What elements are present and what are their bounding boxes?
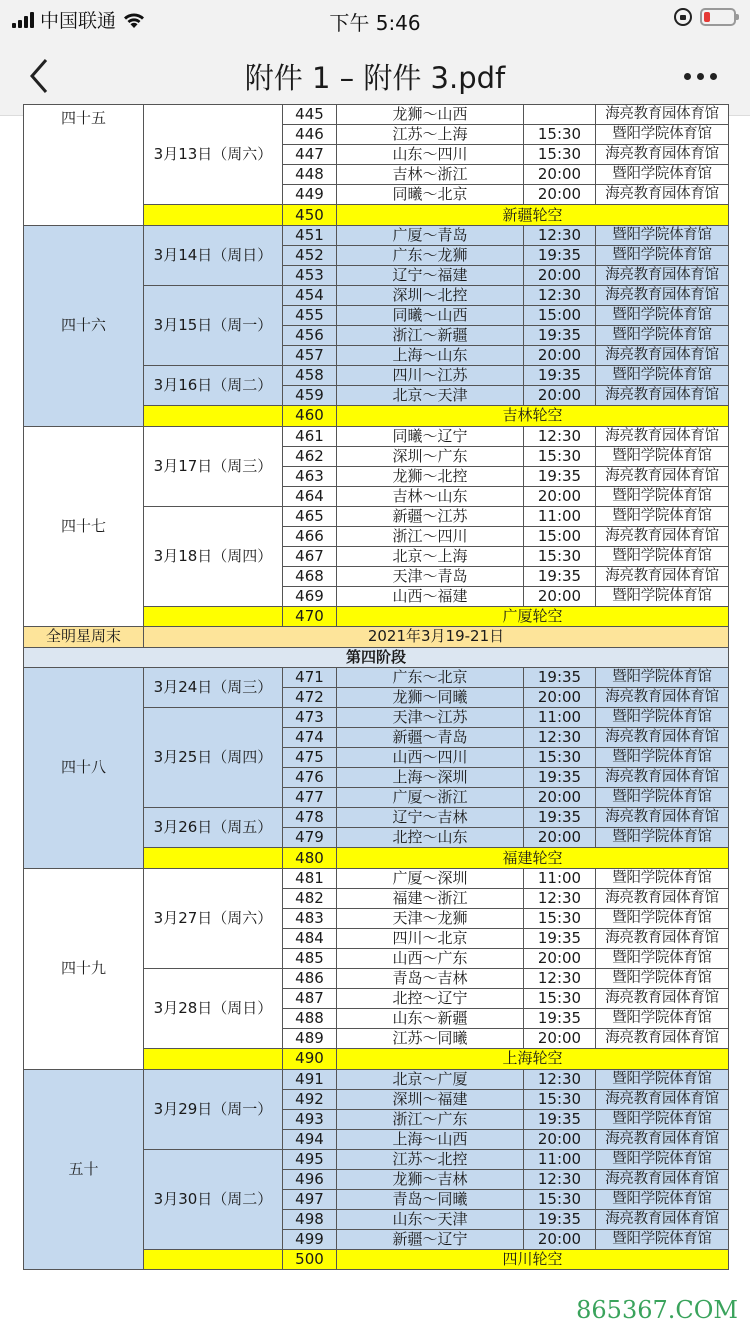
matchup: 北控～山东: [337, 828, 524, 848]
game-time: 15:30: [524, 547, 596, 567]
matchup: 浙江～四川: [337, 526, 524, 546]
game-time: 20:00: [524, 185, 596, 205]
clock: 下午 5:46: [329, 11, 421, 35]
game-number: 458: [283, 366, 337, 386]
venue: 暨阳学院体育馆: [596, 748, 729, 768]
game-number: 474: [283, 727, 337, 747]
venue: 暨阳学院体育馆: [596, 225, 729, 245]
game-time: 19:35: [524, 1009, 596, 1029]
game-time: 20:00: [524, 265, 596, 285]
venue: 暨阳学院体育馆: [596, 486, 729, 506]
date-cell: 3月27日（周六）: [144, 868, 283, 968]
game-time: 12:30: [524, 1169, 596, 1189]
date-cell: 3月28日（周日）: [144, 969, 283, 1049]
game-time: 15:30: [524, 125, 596, 145]
table-row: [24, 1069, 729, 1089]
game-time: 20:00: [524, 1230, 596, 1250]
matchup: 江苏～同曦: [337, 1029, 524, 1049]
table-row: [24, 667, 729, 687]
game-time: 12:30: [524, 285, 596, 305]
date-cell: 3月30日（周二）: [144, 1149, 283, 1249]
matchup: 同曦～山西: [337, 305, 524, 325]
game-number: 464: [283, 486, 337, 506]
game-number: 471: [283, 667, 337, 687]
venue: 海亮教育园体育馆: [596, 727, 729, 747]
matchup: 北控～辽宁: [337, 989, 524, 1009]
matchup: 山西～四川: [337, 748, 524, 768]
matchup: 青岛～同曦: [337, 1190, 524, 1210]
game-time: 19:35: [524, 1210, 596, 1230]
game-time: 20:00: [524, 346, 596, 366]
date-cell: 3月18日（周四）: [144, 506, 283, 606]
game-number: 451: [283, 225, 337, 245]
matchup: 同曦～辽宁: [337, 426, 524, 446]
game-number: 487: [283, 989, 337, 1009]
venue: 暨阳学院体育馆: [596, 868, 729, 888]
table-row: [24, 426, 729, 446]
game-number: 482: [283, 888, 337, 908]
matchup: 北京～天津: [337, 386, 524, 406]
matchup: 山东～新疆: [337, 1009, 524, 1029]
game-time: 11:00: [524, 1149, 596, 1169]
game-time: 15:30: [524, 989, 596, 1009]
matchup: 山东～四川: [337, 145, 524, 165]
matchup: 山西～广东: [337, 948, 524, 968]
venue: 海亮教育园体育馆: [596, 426, 729, 446]
matchup: 吉林～浙江: [337, 165, 524, 185]
venue: 海亮教育园体育馆: [596, 808, 729, 828]
game-number: 489: [283, 1029, 337, 1049]
game-number: 460: [283, 406, 337, 426]
date-cell: 3月14日（周日）: [144, 225, 283, 285]
chevron-left-icon: [24, 54, 54, 98]
status-bar: [0, 0, 750, 40]
venue: 海亮教育园体育馆: [596, 265, 729, 285]
battery-icon: [700, 8, 736, 26]
matchup: 广厦～青岛: [337, 225, 524, 245]
game-time: 19:35: [524, 366, 596, 386]
table-row: [24, 105, 729, 125]
game-time: 15:00: [524, 526, 596, 546]
matchup: 广东～北京: [337, 667, 524, 687]
game-number: 480: [283, 848, 337, 868]
game-number: 479: [283, 828, 337, 848]
matchup: 福建～浙江: [337, 888, 524, 908]
round-cell: 五十: [24, 1069, 144, 1270]
game-number: 483: [283, 908, 337, 928]
game-number: 454: [283, 285, 337, 305]
matchup: 江苏～北控: [337, 1149, 524, 1169]
game-time: 19:35: [524, 667, 596, 687]
game-number: 500: [283, 1250, 337, 1270]
matchup: 山西～福建: [337, 587, 524, 607]
game-time: 12:30: [524, 888, 596, 908]
venue: 暨阳学院体育馆: [596, 828, 729, 848]
venue: 暨阳学院体育馆: [596, 1109, 729, 1129]
venue: 暨阳学院体育馆: [596, 1190, 729, 1210]
game-number: 465: [283, 506, 337, 526]
game-time: 11:00: [524, 868, 596, 888]
game-time: [524, 105, 596, 125]
venue: 海亮教育园体育馆: [596, 928, 729, 948]
game-number: 485: [283, 948, 337, 968]
bye-spacer: [144, 406, 283, 426]
venue: 暨阳学院体育馆: [596, 908, 729, 928]
matchup: 青岛～吉林: [337, 969, 524, 989]
venue: 海亮教育园体育馆: [596, 1029, 729, 1049]
game-time: 15:30: [524, 145, 596, 165]
round-cell: 四十七: [24, 426, 144, 627]
game-number: 493: [283, 1109, 337, 1129]
venue: 海亮教育园体育馆: [596, 466, 729, 486]
game-time: 20:00: [524, 948, 596, 968]
game-time: 19:35: [524, 326, 596, 346]
bye-spacer: [144, 1250, 283, 1270]
game-number: 462: [283, 446, 337, 466]
game-time: 20:00: [524, 587, 596, 607]
matchup: 江苏～上海: [337, 125, 524, 145]
venue: 海亮教育园体育馆: [596, 386, 729, 406]
game-number: 459: [283, 386, 337, 406]
game-time: 19:35: [524, 1109, 596, 1129]
game-time: 15:30: [524, 908, 596, 928]
game-number: 446: [283, 125, 337, 145]
wifi-icon: [122, 11, 146, 29]
game-number: 449: [283, 185, 337, 205]
matchup: 龙狮～北控: [337, 466, 524, 486]
matchup: 龙狮～吉林: [337, 1169, 524, 1189]
venue: 暨阳学院体育馆: [596, 1069, 729, 1089]
game-time: 11:00: [524, 506, 596, 526]
game-time: 15:30: [524, 1190, 596, 1210]
matchup: 四川～北京: [337, 928, 524, 948]
game-number: 468: [283, 567, 337, 587]
matchup: 深圳～广东: [337, 446, 524, 466]
venue: 海亮教育园体育馆: [596, 567, 729, 587]
matchup: 广厦～浙江: [337, 788, 524, 808]
more-options-button[interactable]: [684, 66, 728, 86]
matchup: 天津～龙狮: [337, 908, 524, 928]
venue: 暨阳学院体育馆: [596, 1009, 729, 1029]
watermark: 865367.COM: [576, 1296, 738, 1324]
game-time: 20:00: [524, 386, 596, 406]
matchup: 上海～深圳: [337, 768, 524, 788]
game-time: 19:35: [524, 808, 596, 828]
game-time: 12:30: [524, 727, 596, 747]
game-time: 19:35: [524, 567, 596, 587]
matchup: 天津～青岛: [337, 567, 524, 587]
matchup: 浙江～广东: [337, 1109, 524, 1129]
venue: 海亮教育园体育馆: [596, 1089, 729, 1109]
bye-spacer: [144, 205, 283, 225]
game-number: 481: [283, 868, 337, 888]
venue: 海亮教育园体育馆: [596, 1169, 729, 1189]
matchup: 辽宁～福建: [337, 265, 524, 285]
game-number: 452: [283, 245, 337, 265]
game-number: 497: [283, 1190, 337, 1210]
game-time: 12:30: [524, 1069, 596, 1089]
game-number: 476: [283, 768, 337, 788]
date-cell: 3月24日（周三）: [144, 667, 283, 707]
matchup: 龙狮～山西: [337, 105, 524, 125]
game-time: 11:00: [524, 707, 596, 727]
venue: 暨阳学院体育馆: [596, 788, 729, 808]
allstar-dates: 2021年3月19-21日: [144, 627, 729, 647]
game-number: 445: [283, 105, 337, 125]
game-time: 19:35: [524, 928, 596, 948]
venue: 海亮教育园体育馆: [596, 285, 729, 305]
game-time: 20:00: [524, 1029, 596, 1049]
schedule-table: [23, 104, 729, 1270]
venue: 海亮教育园体育馆: [596, 888, 729, 908]
game-time: 20:00: [524, 788, 596, 808]
game-time: 19:35: [524, 245, 596, 265]
venue: 海亮教育园体育馆: [596, 687, 729, 707]
game-time: 15:30: [524, 748, 596, 768]
status-right: [674, 8, 736, 26]
date-cell: 3月16日（周二）: [144, 366, 283, 406]
game-number: 450: [283, 205, 337, 225]
game-time: 12:30: [524, 426, 596, 446]
date-cell: 3月15日（周一）: [144, 285, 283, 365]
game-time: 15:30: [524, 446, 596, 466]
game-number: 495: [283, 1149, 337, 1169]
venue: 暨阳学院体育馆: [596, 446, 729, 466]
game-number: 455: [283, 305, 337, 325]
phase-title: 第四阶段: [24, 647, 729, 667]
game-number: 456: [283, 326, 337, 346]
game-time: 19:35: [524, 768, 596, 788]
game-time: 20:00: [524, 828, 596, 848]
ellipsis-dot: [710, 73, 717, 80]
game-time: 20:00: [524, 165, 596, 185]
venue: 海亮教育园体育馆: [596, 526, 729, 546]
game-number: 478: [283, 808, 337, 828]
game-number: 470: [283, 607, 337, 627]
game-time: 19:35: [524, 466, 596, 486]
table-row: [24, 868, 729, 888]
venue: 海亮教育园体育馆: [596, 768, 729, 788]
game-number: 496: [283, 1169, 337, 1189]
venue: 暨阳学院体育馆: [596, 969, 729, 989]
round-cell: 四十九: [24, 868, 144, 1069]
venue: 暨阳学院体育馆: [596, 1149, 729, 1169]
venue: 暨阳学院体育馆: [596, 326, 729, 346]
game-time: 12:30: [524, 969, 596, 989]
venue: 海亮教育园体育馆: [596, 145, 729, 165]
matchup: 吉林～山东: [337, 486, 524, 506]
game-number: 469: [283, 587, 337, 607]
bye-spacer: [144, 848, 283, 868]
venue: 暨阳学院体育馆: [596, 125, 729, 145]
game-number: 477: [283, 788, 337, 808]
matchup: 深圳～北控: [337, 285, 524, 305]
game-time: 12:30: [524, 225, 596, 245]
bye-team: 吉林轮空: [337, 406, 729, 426]
venue: 暨阳学院体育馆: [596, 366, 729, 386]
matchup: 龙狮～同曦: [337, 687, 524, 707]
matchup: 上海～山东: [337, 346, 524, 366]
bye-team: 广厦轮空: [337, 607, 729, 627]
matchup: 同曦～北京: [337, 185, 524, 205]
game-number: 492: [283, 1089, 337, 1109]
matchup: 北京～上海: [337, 547, 524, 567]
venue: 暨阳学院体育馆: [596, 245, 729, 265]
matchup: 新疆～青岛: [337, 727, 524, 747]
matchup: 浙江～新疆: [337, 326, 524, 346]
game-number: 498: [283, 1210, 337, 1230]
matchup: 天津～江苏: [337, 707, 524, 727]
game-number: 491: [283, 1069, 337, 1089]
game-number: 499: [283, 1230, 337, 1250]
game-number: 447: [283, 145, 337, 165]
game-number: 463: [283, 466, 337, 486]
date-cell: 3月13日（周六）: [144, 105, 283, 205]
venue: 暨阳学院体育馆: [596, 305, 729, 325]
game-number: 475: [283, 748, 337, 768]
venue: 海亮教育园体育馆: [596, 105, 729, 125]
matchup: 北京～广厦: [337, 1069, 524, 1089]
venue: 海亮教育园体育馆: [596, 1129, 729, 1149]
game-number: 490: [283, 1049, 337, 1069]
carrier-name: 中国联通: [40, 10, 117, 32]
document-title: 附件 1 – 附件 3.pdf: [244, 61, 506, 95]
game-number: 448: [283, 165, 337, 185]
bye-spacer: [144, 607, 283, 627]
matchup: 深圳～福建: [337, 1089, 524, 1109]
back-button[interactable]: [24, 54, 64, 98]
venue: 暨阳学院体育馆: [596, 667, 729, 687]
game-number: 457: [283, 346, 337, 366]
matchup: 四川～江苏: [337, 366, 524, 386]
matchup: 山东～天津: [337, 1210, 524, 1230]
round-cell: 四十六: [24, 225, 144, 426]
matchup: 广厦～深圳: [337, 868, 524, 888]
date-cell: 3月17日（周三）: [144, 426, 283, 506]
round-cell: 四十八: [24, 667, 144, 868]
game-number: 484: [283, 928, 337, 948]
ellipsis-icon: [684, 73, 691, 80]
venue: 海亮教育园体育馆: [596, 346, 729, 366]
venue: 暨阳学院体育馆: [596, 547, 729, 567]
ellipsis-dot: [697, 73, 704, 80]
game-time: 20:00: [524, 1129, 596, 1149]
game-time: 20:00: [524, 486, 596, 506]
game-time: 15:30: [524, 1089, 596, 1109]
game-number: 466: [283, 526, 337, 546]
rotation-lock-icon: [674, 8, 692, 26]
date-cell: 3月25日（周四）: [144, 707, 283, 807]
date-cell: 3月26日（周五）: [144, 808, 283, 848]
bye-team: 四川轮空: [337, 1250, 729, 1270]
status-left: [12, 6, 146, 33]
matchup: 上海～山西: [337, 1129, 524, 1149]
round-cell: 四十五: [24, 105, 144, 226]
venue: 暨阳学院体育馆: [596, 948, 729, 968]
venue: 暨阳学院体育馆: [596, 165, 729, 185]
allstar-row: [24, 627, 729, 647]
matchup: 辽宁～吉林: [337, 808, 524, 828]
table-row: [24, 225, 729, 245]
game-number: 467: [283, 547, 337, 567]
bye-team: 上海轮空: [337, 1049, 729, 1069]
pdf-viewer[interactable]: [0, 105, 750, 1332]
venue: 海亮教育园体育馆: [596, 989, 729, 1009]
date-cell: 3月29日（周一）: [144, 1069, 283, 1149]
game-time: 20:00: [524, 687, 596, 707]
game-number: 472: [283, 687, 337, 707]
venue: 暨阳学院体育馆: [596, 587, 729, 607]
bye-team: 福建轮空: [337, 848, 729, 868]
allstar-label: 全明星周末: [24, 627, 144, 647]
signal-strength-icon: [12, 12, 34, 28]
bye-spacer: [144, 1049, 283, 1069]
game-number: 488: [283, 1009, 337, 1029]
game-number: 486: [283, 969, 337, 989]
game-number: 461: [283, 426, 337, 446]
venue: 暨阳学院体育馆: [596, 506, 729, 526]
game-number: 453: [283, 265, 337, 285]
game-number: 473: [283, 707, 337, 727]
matchup: 新疆～辽宁: [337, 1230, 524, 1250]
venue: 暨阳学院体育馆: [596, 707, 729, 727]
venue: 海亮教育园体育馆: [596, 1210, 729, 1230]
matchup: 新疆～江苏: [337, 506, 524, 526]
game-number: 494: [283, 1129, 337, 1149]
bye-team: 新疆轮空: [337, 205, 729, 225]
phase-header-row: [24, 647, 729, 667]
venue: 暨阳学院体育馆: [596, 1230, 729, 1250]
venue: 海亮教育园体育馆: [596, 185, 729, 205]
matchup: 广东～龙狮: [337, 245, 524, 265]
game-time: 15:00: [524, 305, 596, 325]
